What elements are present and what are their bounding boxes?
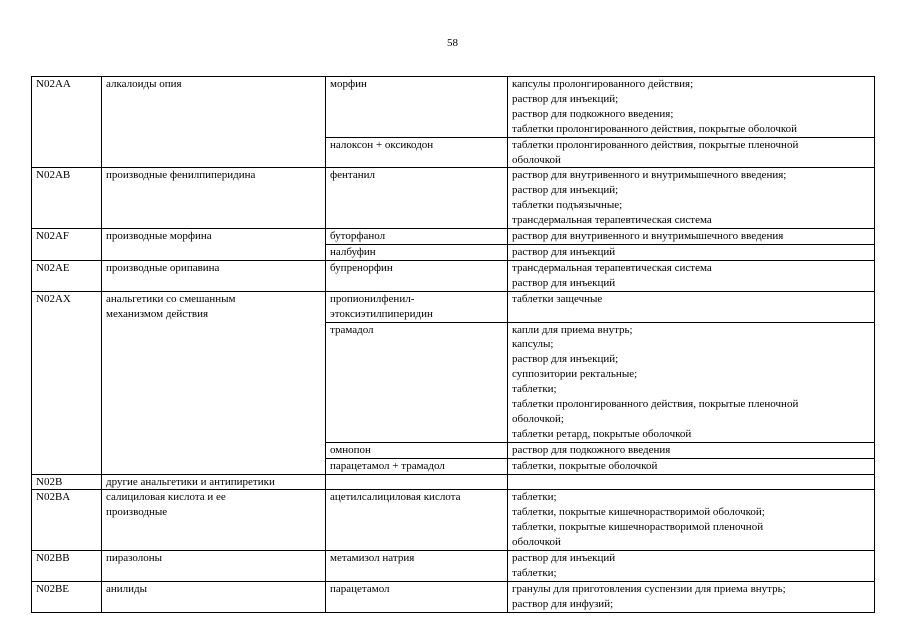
dosage-forms-cell: таблетки пролонгированного действия, покрытые пленочной оболочкой: [508, 137, 875, 168]
pharmacological-group-cell: салициловая кислота и ее производные: [102, 490, 326, 551]
atc-code-cell: N02AF: [32, 229, 102, 261]
pharmacological-group-cell: алкалоиды опия: [102, 77, 326, 168]
drug-classification-table: [31, 76, 875, 613]
dosage-forms-cell: раствор для подкожного введения: [508, 442, 875, 458]
drug-name-cell: парацетамол: [326, 581, 508, 612]
table-row: [32, 229, 875, 245]
pharmacological-group-cell: анальгетики со смешанным механизмом действия: [102, 291, 326, 474]
atc-code-cell: N02AB: [32, 168, 102, 229]
pharmacological-group-cell: производные морфина: [102, 229, 326, 261]
atc-code-cell: N02BA: [32, 490, 102, 551]
drug-name-cell: налбуфин: [326, 244, 508, 260]
atc-code-cell: N02BB: [32, 551, 102, 582]
dosage-forms-cell: раствор для внутривенного и внутримышечного введения; раствор для инъекций; таблетки подъязычные; трансдермальная терапевтическая система: [508, 168, 875, 229]
pharmacological-group-cell: пиразолоны: [102, 551, 326, 582]
dosage-forms-cell: капли для приема внутрь; капсулы; раствор для инъекций; суппозитории ректальные; таблетки; таблетки пролонгированного действия, покрытые пленочной оболочкой; таблетки ретард, покрытые оболочкой: [508, 322, 875, 442]
dosage-forms-cell: раствор для инъекций: [508, 244, 875, 260]
dosage-forms-cell: [508, 474, 875, 490]
table-row: [32, 260, 875, 291]
drug-name-cell: бупренорфин: [326, 260, 508, 291]
dosage-forms-cell: раствор для инъекций таблетки;: [508, 551, 875, 582]
drug-name-cell: омнопон: [326, 442, 508, 458]
atc-code-cell: N02AX: [32, 291, 102, 474]
dosage-forms-cell: гранулы для приготовления суспензии для приема внутрь; раствор для инфузий;: [508, 581, 875, 612]
table-row: [32, 168, 875, 229]
atc-code-cell: N02AE: [32, 260, 102, 291]
drug-name-cell: буторфанол: [326, 229, 508, 245]
drug-name-cell: трамадол: [326, 322, 508, 442]
drug-name-cell: пропионилфенил- этоксиэтилпиперидин: [326, 291, 508, 322]
table-row: [32, 474, 875, 490]
dosage-forms-cell: капсулы пролонгированного действия; раствор для инъекций; раствор для подкожного введения; таблетки пролонгированного действия, покрытые оболочкой: [508, 77, 875, 138]
drug-name-cell: метамизол натрия: [326, 551, 508, 582]
pharmacological-group-cell: анилиды: [102, 581, 326, 612]
drug-name-cell: налоксон + оксикодон: [326, 137, 508, 168]
pharmacological-group-cell: производные орипавина: [102, 260, 326, 291]
dosage-forms-cell: таблетки, покрытые оболочкой: [508, 458, 875, 474]
atc-code-cell: N02AA: [32, 77, 102, 168]
drug-name-cell: ацетилсалициловая кислота: [326, 490, 508, 551]
dosage-forms-cell: трансдермальная терапевтическая система раствор для инъекций: [508, 260, 875, 291]
atc-code-cell: N02B: [32, 474, 102, 490]
page-number: 58: [447, 37, 458, 49]
dosage-forms-cell: таблетки защечные: [508, 291, 875, 322]
pharmacological-group-cell: другие анальгетики и антипиретики: [102, 474, 326, 490]
table-row: [32, 291, 875, 322]
drug-name-cell: парацетамол + трамадол: [326, 458, 508, 474]
drug-name-cell: фентанил: [326, 168, 508, 229]
table-row: [32, 581, 875, 612]
table-row: [32, 551, 875, 582]
table-row: [32, 490, 875, 551]
dosage-forms-cell: таблетки; таблетки, покрытые кишечнорастворимой оболочкой; таблетки, покрытые кишечнорастворимой пленочной оболочкой: [508, 490, 875, 551]
pharmacological-group-cell: производные фенилпиперидина: [102, 168, 326, 229]
drug-name-cell: морфин: [326, 77, 508, 138]
dosage-forms-cell: раствор для внутривенного и внутримышечного введения: [508, 229, 875, 245]
table-row: [32, 77, 875, 138]
atc-code-cell: N02BE: [32, 581, 102, 612]
drug-name-cell: [326, 474, 508, 490]
